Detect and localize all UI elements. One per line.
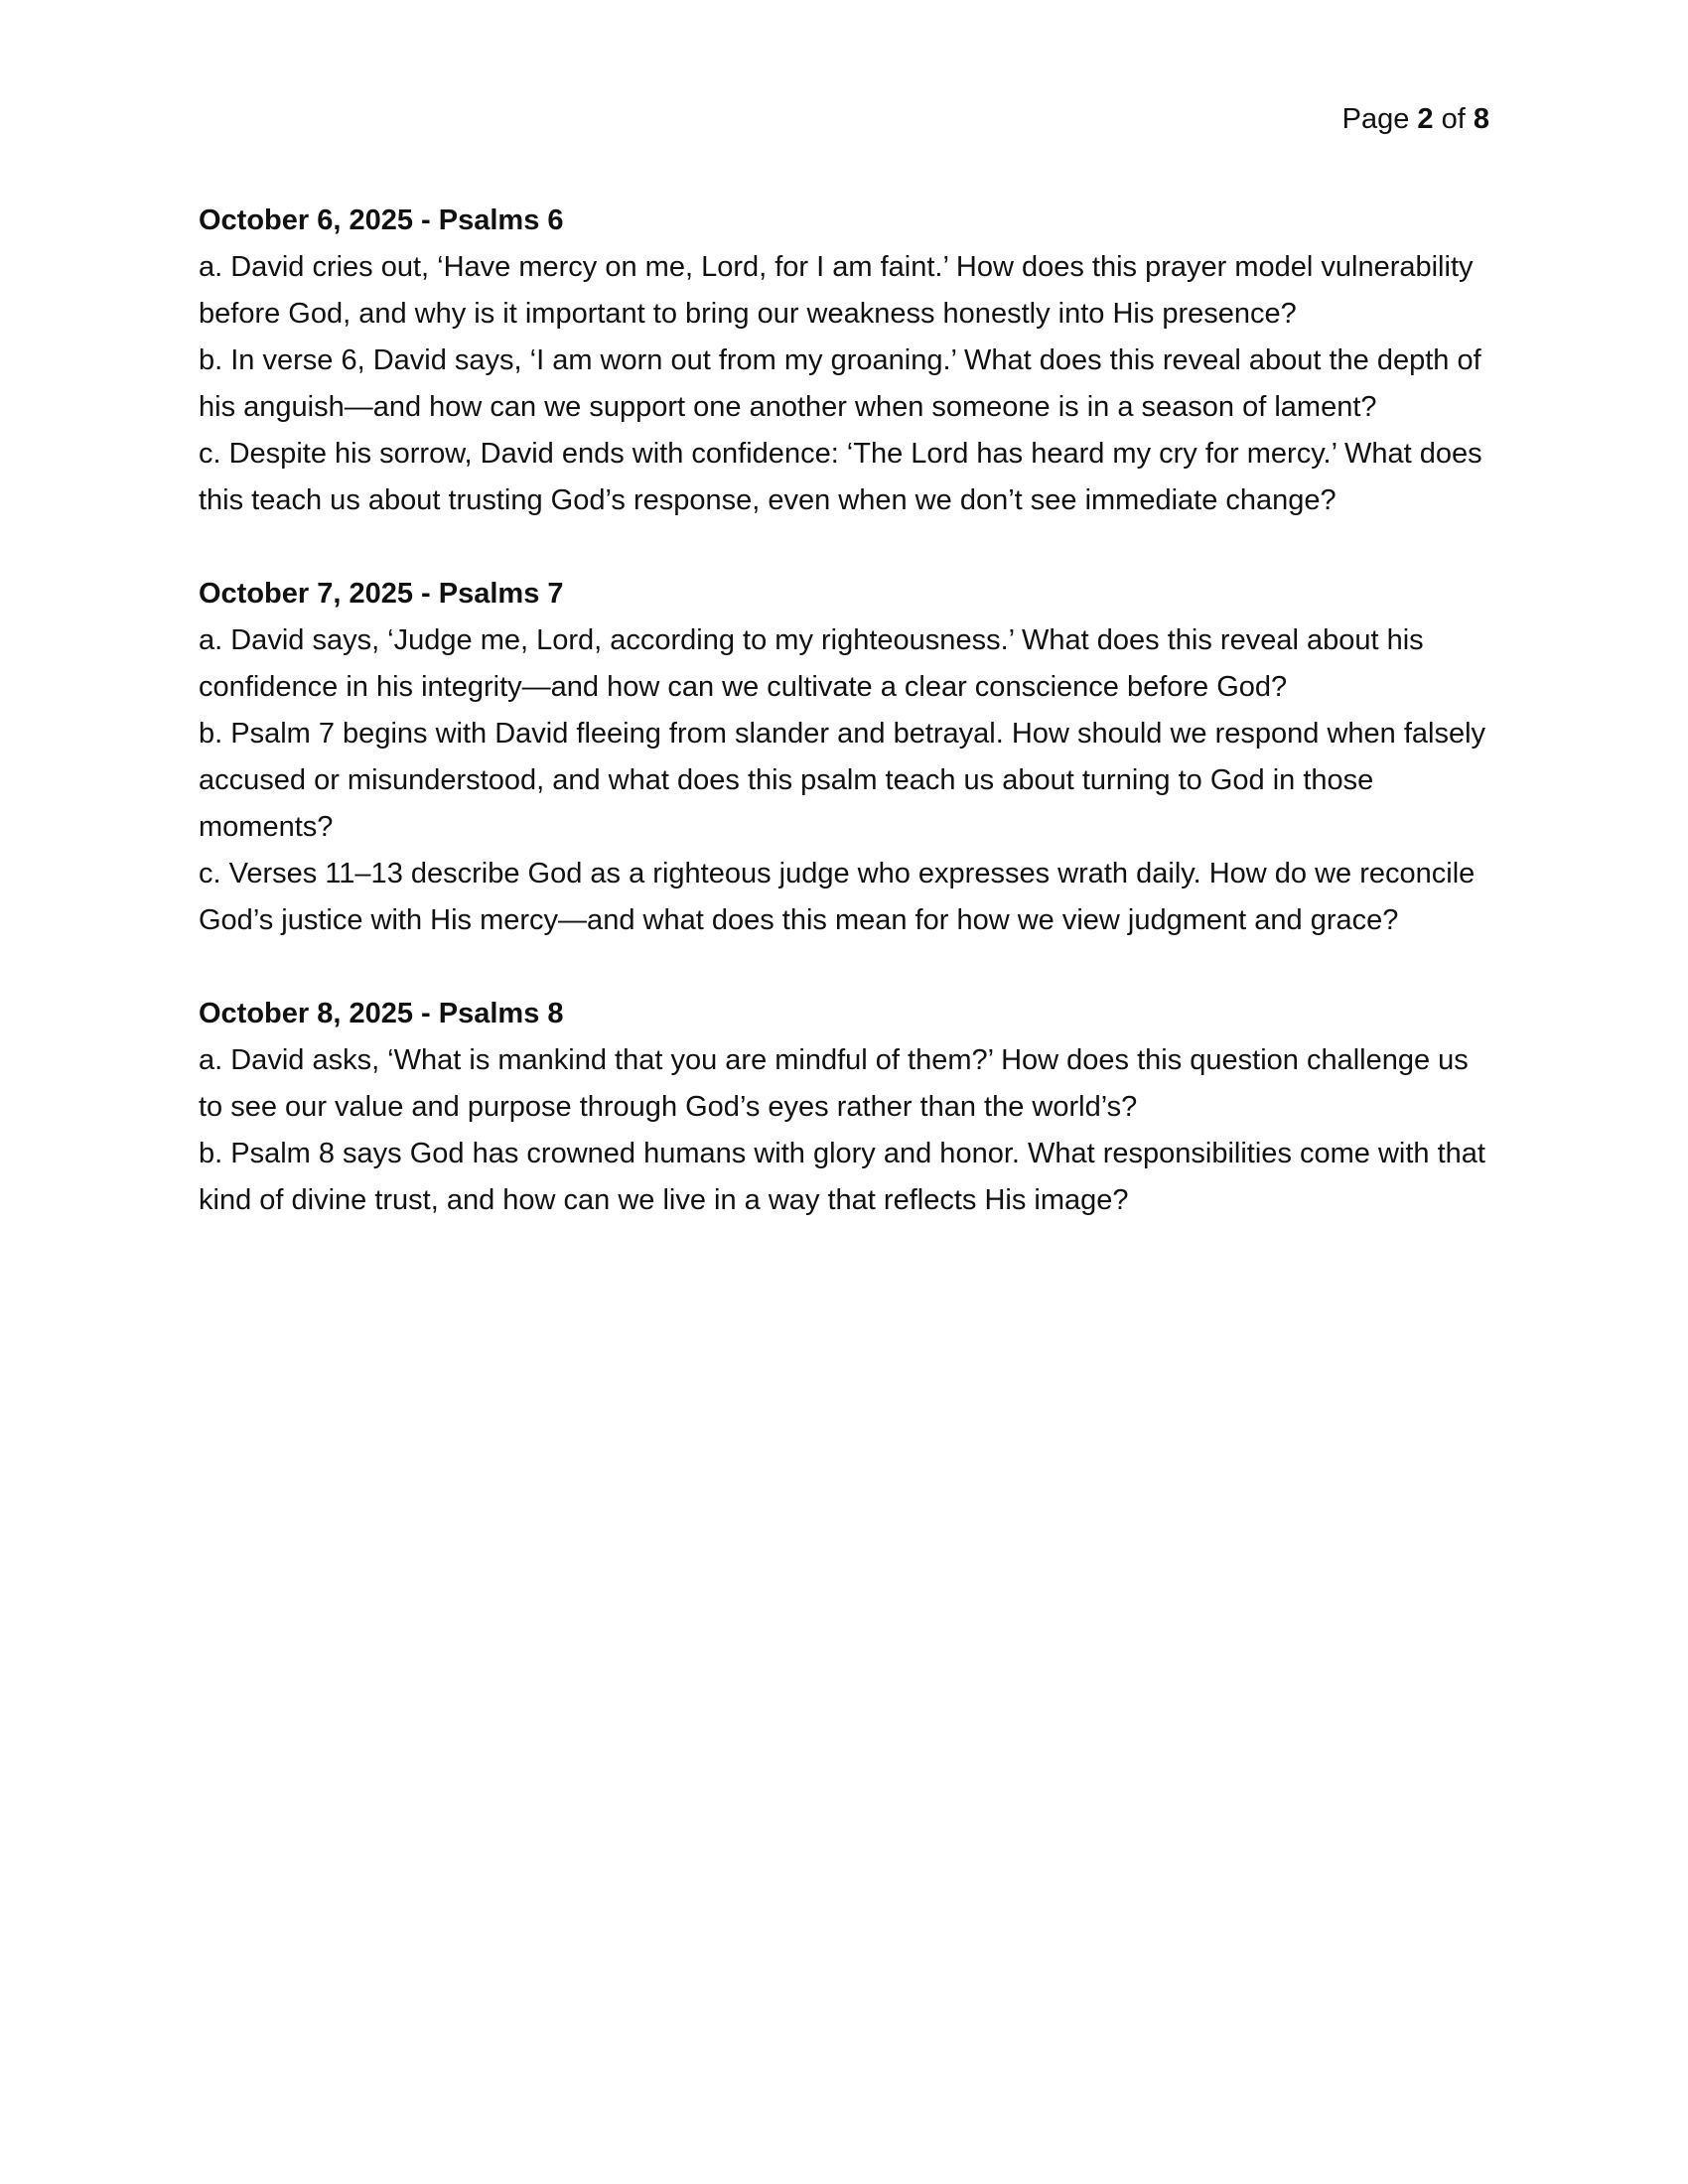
page-number-current: 2 [1417, 103, 1434, 135]
page-number [1342, 99, 1489, 139]
page-number-prefix: Page [1341, 103, 1410, 135]
section-heading: October 7, 2025 - Psalms 7 [199, 578, 564, 610]
page-number-total: 8 [1473, 103, 1489, 135]
question-a: a. David asks, ‘What is mankind that you are mindful of them?’ How does this question challenge us to see our value and purpose through God’s eyes rather than the world’s? [199, 1044, 1469, 1123]
question-a: a. David cries out, ‘Have mercy on me, Lord, for I am faint.’ How does this prayer model vulnerability before God, and why is it important to bring our weakness honestly into His presence? [199, 251, 1474, 330]
section-heading: October 8, 2025 - Psalms 8 [199, 998, 564, 1029]
question-a: a. David says, ‘Judge me, Lord, according to my righteousness.’ What does this reveal about his confidence in his integrity—and how can we cultivate a clear conscience before God? [199, 624, 1424, 703]
reading-section-psalms-7 [199, 571, 1499, 944]
question-b: b. In verse 6, David says, ‘I am worn out from my groaning.’ What does this reveal about the depth of his anguish—and how can we support one another when someone is in a season of lament? [199, 344, 1481, 423]
section-heading: October 6, 2025 - Psalms 6 [199, 205, 564, 236]
reading-section-psalms-8 [199, 991, 1499, 1224]
reading-section-psalms-6 [199, 198, 1499, 524]
question-b: b. Psalm 8 says God has crowned humans with glory and honor. What responsibilities come with that kind of divine trust, and how can we live in a way that reflects His image? [199, 1138, 1485, 1216]
question-b: b. Psalm 7 begins with David fleeing from slander and betrayal. How should we respond when falsely accused or misunderstood, and what does this psalm teach us about turning to God in those moments? [199, 718, 1486, 843]
document-body [199, 198, 1499, 1271]
question-c: c. Despite his sorrow, David ends with confidence: ‘The Lord has heard my cry for mercy.’ What does this teach us about trusting God’s response, even when we don’t see immediate change? [199, 438, 1482, 516]
page-number-separator: of [1441, 103, 1466, 135]
question-c: c. Verses 11–13 describe God as a righteous judge who expresses wrath daily. How do we reconcile God’s justice with His mercy—and what does this mean for how we view judgment and grace? [199, 858, 1476, 936]
